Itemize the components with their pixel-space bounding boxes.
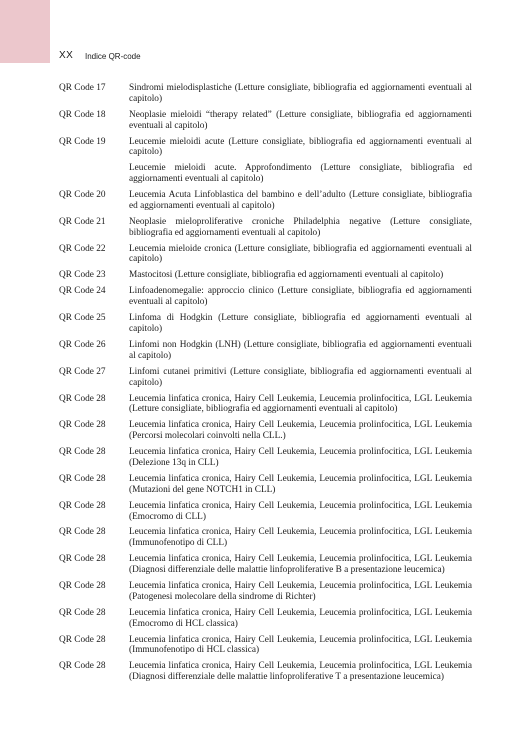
qr-code-label: QR Code 21 [59, 216, 106, 227]
qr-code-label: QR Code 24 [59, 286, 106, 297]
entry-description: Linfomi cutanei primitivi (Letture consigliate, bibliografia ed aggiornamenti eventuali al capitolo) [129, 366, 472, 388]
index-entry [59, 83, 472, 105]
index-entry [59, 608, 472, 630]
qr-code-label: QR Code 26 [59, 340, 106, 351]
entry-description: Mastocitosi (Letture consigliate, bibliografia ed aggiornamenti eventuali al capitolo) [129, 270, 444, 281]
qr-code-label: QR Code 27 [59, 366, 106, 377]
entry-description: Leucemia linfatica cronica, Hairy Cell Leukemia, Leucemia prolinfocitica, LGL Leukemia (Delezione 13q in CLL) [129, 447, 472, 468]
qr-code-index-list [59, 83, 472, 688]
index-entry [59, 581, 472, 603]
index-entry [59, 340, 472, 362]
entry-description: Leucemia linfatica cronica, Hairy Cell Leukemia, Leucemia prolinfocitica, LGL Leukemia (Percorsi molecolari coinvolti nella CLL.) [129, 420, 472, 442]
index-entry [59, 635, 472, 657]
qr-code-label: QR Code 28 [59, 420, 106, 431]
entry-description: Linfoma di Hodgkin (Letture consigliate, bibliografia ed aggiornamenti eventuali al capitolo) [129, 313, 472, 335]
qr-code-label: QR Code 17 [59, 83, 106, 93]
index-entry [59, 661, 472, 683]
entry-description: Leucemia linfatica cronica, Hairy Cell Leukemia, Leucemia prolinfocitica, LGL Leukemia (Diagnosi differenziale delle malattie linfoproliferative T a presentazione leucemica) [129, 661, 472, 683]
running-title: Indice QR-code [85, 51, 141, 61]
qr-code-label: QR Code 28 [59, 393, 106, 404]
index-entry [59, 447, 472, 469]
index-entry [59, 110, 472, 132]
index-entry [59, 137, 472, 159]
qr-code-label: QR Code 28 [59, 581, 106, 592]
qr-code-label: QR Code 28 [59, 634, 106, 645]
page-header [59, 49, 141, 63]
entry-description: Leucemia mieloide cronica (Letture consigliate, bibliografia ed aggiornamenti eventuali al capitolo) [129, 243, 472, 265]
entry-description: Leucemia linfatica cronica, Hairy Cell Leukemia, Leucemia prolinfocitica, LGL Leukemia (Emocromo di HCL classica) [129, 607, 472, 629]
qr-code-label: QR Code 28 [59, 500, 106, 511]
entry-description: Leucemia linfatica cronica, Hairy Cell Leukemia, Leucemia prolinfocitica, LGL Leukemia (Emocromo di CLL) [129, 500, 472, 522]
entry-description: Leucemia linfatica cronica, Hairy Cell Leukemia, Leucemia prolinfocitica, LGL Leukemia (Diagnosi differenziale delle malattie linfoproliferative B a presentazione leucemica) [129, 554, 472, 576]
qr-code-label: QR Code 28 [59, 447, 106, 458]
index-entry [59, 286, 472, 308]
page-number: XX [59, 50, 74, 61]
entry-description: Leucemia Acuta Linfoblastica del bambino e dell’adulto (Letture consigliate, bibliografia ed aggiornamenti eventuali al capitolo) [129, 190, 472, 211]
qr-code-label: QR Code 28 [59, 554, 106, 565]
qr-code-label: QR Code 19 [59, 136, 106, 147]
qr-code-label [59, 163, 129, 185]
entry-description: Leucemia linfatica cronica, Hairy Cell Leukemia, Leucemia prolinfocitica, LGL Leukemia (Immunofenotipo di CLL) [129, 527, 472, 549]
index-entry [59, 474, 472, 496]
index-entry [59, 394, 472, 416]
index-entry [59, 554, 472, 576]
index-entry [59, 163, 472, 185]
entry-description: Sindromi mielodisplastiche (Letture consigliate, bibliografia ed aggiornamenti eventuali al capitolo) [129, 83, 472, 104]
index-entry [59, 501, 472, 523]
entry-description: Neoplasie mieloidi “therapy related” (Letture consigliate, bibliografia ed aggiornamenti eventuali al capitolo) [129, 109, 472, 131]
entry-description: Leucemia linfatica cronica, Hairy Cell Leukemia, Leucemia prolinfocitica, LGL Leukemia (Mutazioni del gene NOTCH1 in CLL) [129, 473, 472, 495]
entry-description: Leucemia linfatica cronica, Hairy Cell Leukemia, Leucemia prolinfocitica, LGL Leukemia (Letture consigliate, bibliografia ed aggiornamenti eventuali al capitolo) [129, 393, 472, 415]
index-entry [59, 244, 472, 266]
qr-code-label: QR Code 28 [59, 527, 106, 538]
index-entry [59, 367, 472, 389]
index-entry [59, 190, 472, 212]
qr-code-label: QR Code 25 [59, 313, 106, 324]
entry-description: Leucemie mieloidi acute. Approfondimento (Letture consigliate, bibliografia ed aggiornamenti eventuali al capitolo) [129, 163, 472, 185]
entry-description: Linfoadenomegalie: approccio clinico (Letture consigliate, bibliografia ed aggiornamenti eventuali al capitolo) [129, 286, 472, 308]
corner-color-tab [0, 0, 50, 63]
index-entry [59, 420, 472, 442]
index-entry [59, 313, 472, 335]
entry-description: Neoplasie mieloproliferative croniche Philadelphia negative (Letture consigliate, bibliografia ed aggiornamenti eventuali al capitolo) [129, 216, 472, 238]
qr-code-label: QR Code 28 [59, 661, 106, 672]
qr-code-label: QR Code 18 [59, 109, 106, 120]
index-entry [59, 270, 472, 281]
entry-description: Leucemia linfatica cronica, Hairy Cell Leukemia, Leucemia prolinfocitica, LGL Leukemia (Patogenesi molecolare della sindrome di Richter) [129, 581, 472, 602]
index-entry [59, 527, 472, 549]
entry-description: Leucemia linfatica cronica, Hairy Cell Leukemia, Leucemia prolinfocitica, LGL Leukemia (Immunofenotipo di HCL classica) [129, 634, 472, 656]
qr-code-label: QR Code 22 [59, 243, 106, 254]
entry-description: Linfomi non Hodgkin (LNH) (Letture consigliate, bibliografia ed aggiornamenti eventuali al capitolo) [129, 340, 472, 361]
index-entry [59, 217, 472, 239]
qr-code-label: QR Code 28 [59, 607, 106, 618]
qr-code-label: QR Code 20 [59, 190, 106, 201]
entry-description: Leucemie mieloidi acute (Letture consigliate, bibliografia ed aggiornamenti eventuali al capitolo) [129, 136, 472, 158]
qr-code-label: QR Code 23 [59, 270, 106, 281]
qr-code-label: QR Code 28 [59, 473, 106, 484]
